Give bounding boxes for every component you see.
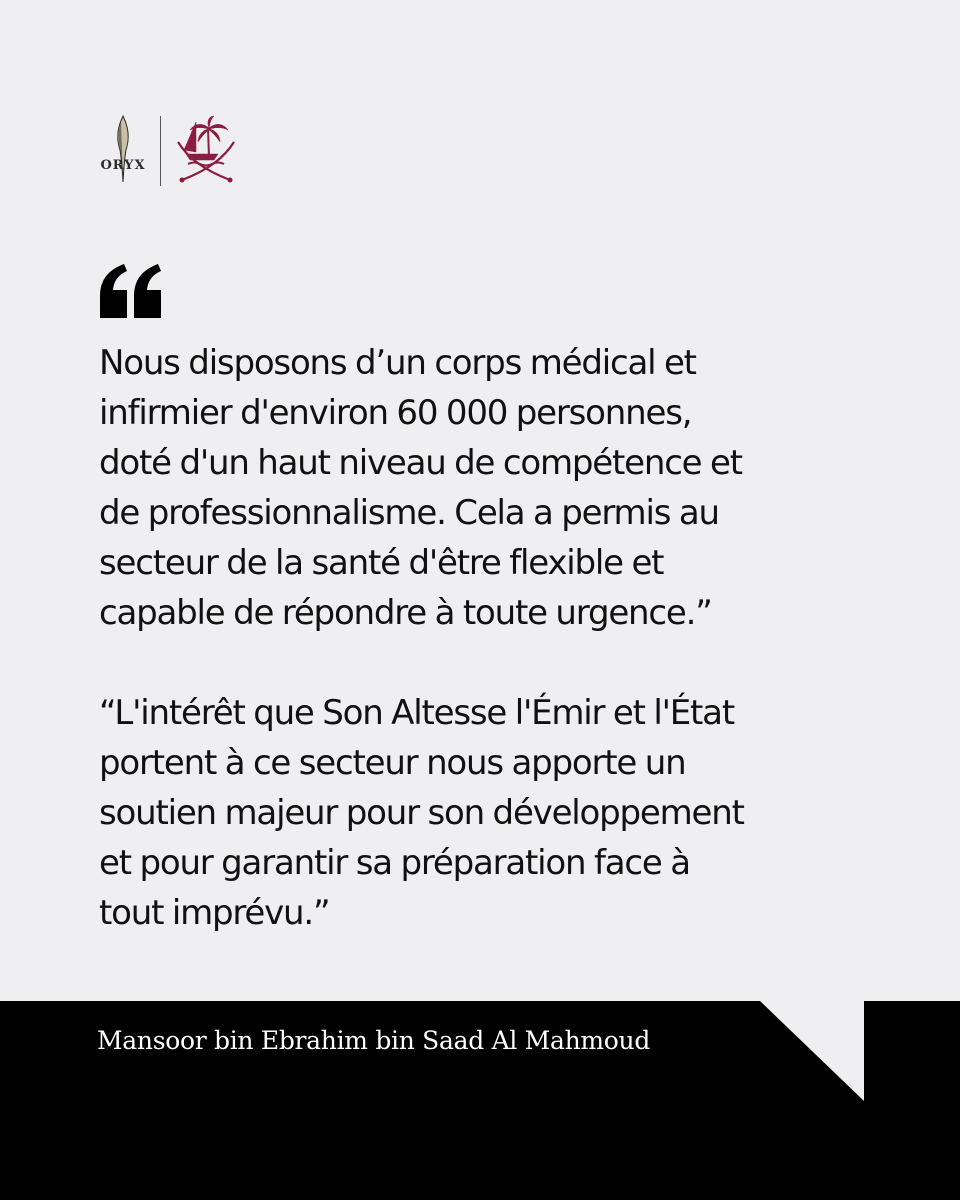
open-quote-icon: [96, 262, 166, 318]
quote-text: [99, 338, 819, 938]
oryx-logo: [94, 112, 152, 188]
quote-paragraph-2: “L'intérêt que Son Altesse l'Émir et l'État portent à ce secteur nous apporte un soutien majeur pour son développement et pour garantir sa préparation face à tout imprévu.”: [99, 693, 744, 933]
oryx-wordmark: ORYX: [100, 158, 146, 173]
author-name: Mansoor bin Ebrahim bin Saad Al Mahmoud: [97, 1026, 651, 1055]
qatar-emblem-icon: [174, 114, 238, 184]
footer-notch: [760, 1001, 864, 1101]
header-logos: [94, 108, 244, 190]
logo-divider: [160, 116, 161, 186]
quote-paragraph-1: Nous disposons d’un corps médical et infirmier d'environ 60 000 personnes, doté d'un haut niveau de compétence et de professionnalisme. Cela a permis au secteur de la santé d'être flexible et capable de répondre à toute urgence.”: [99, 343, 742, 633]
